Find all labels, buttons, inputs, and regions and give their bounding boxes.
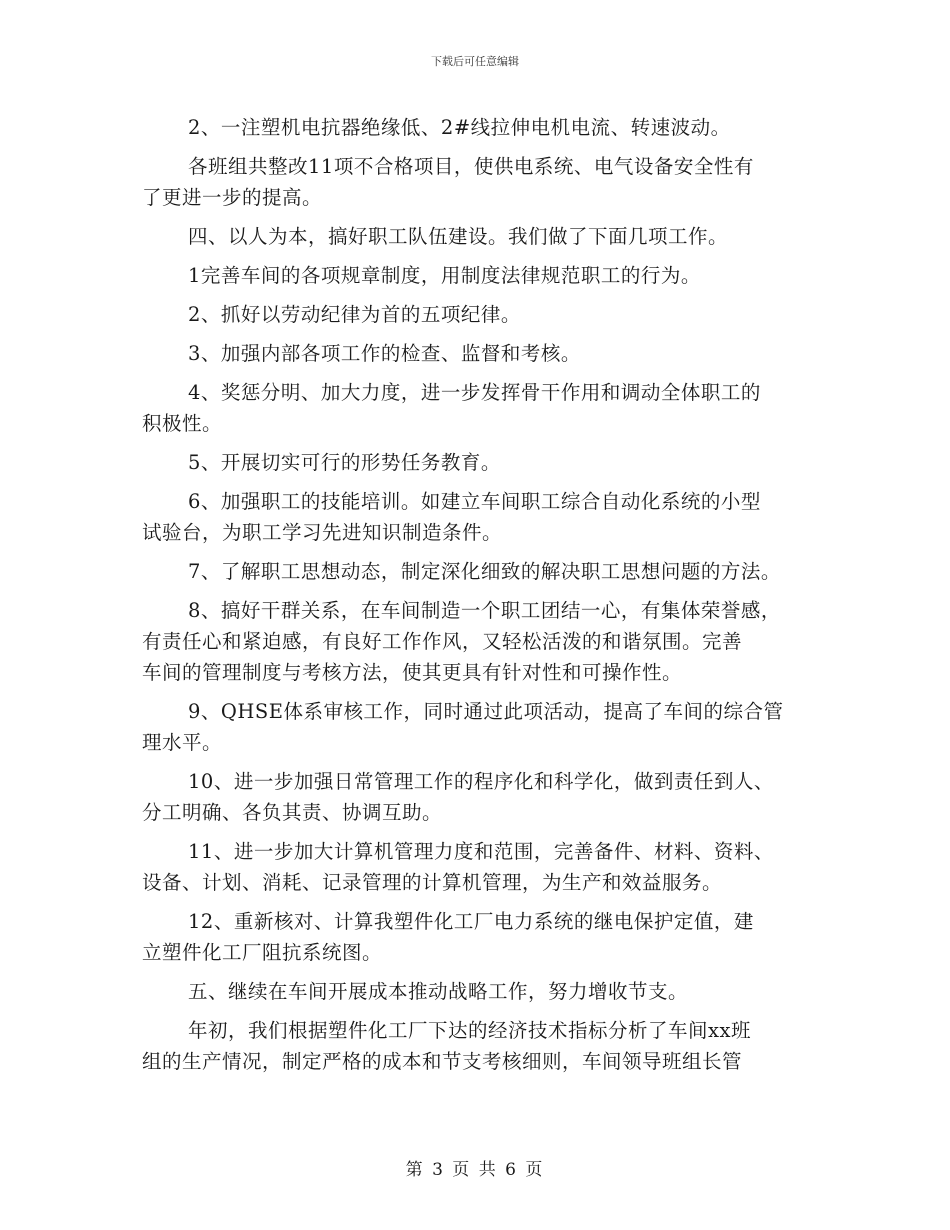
paragraph-line: 立塑件化工厂阻抗系统图。: [142, 941, 383, 964]
paragraph-line: 2、抓好以劳动纪律为首的五项纪律。: [188, 303, 521, 326]
paragraph: [142, 1015, 822, 1077]
paragraph: [142, 299, 822, 330]
paragraph: [142, 696, 822, 758]
paragraph: [142, 260, 822, 291]
paragraph: [142, 221, 822, 252]
paragraph-line: 8、搞好干群关系，在车间制造一个职工团结一心，有集体荣誉感，: [188, 599, 781, 622]
paragraph-line: 组的生产情况，制定严格的成本和节支考核细则，车间领导班组长管: [142, 1050, 743, 1073]
paragraph-line: 四、以人为本，搞好职工队伍建设。我们做了下面几项工作。: [188, 225, 729, 248]
paragraph-line: 理水平。: [142, 731, 223, 754]
paragraph: [142, 906, 822, 968]
paragraph-line: 4、奖惩分明、加大力度，进一步发挥骨干作用和调动全体职工的: [188, 381, 761, 404]
paragraph-line: 5、开展切实可行的形势任务教育。: [188, 451, 501, 474]
paragraph: [142, 338, 822, 369]
page-footer: 第 3 页 共 6 页: [405, 1160, 545, 1180]
paragraph: [142, 976, 822, 1007]
document-body: [142, 112, 822, 1085]
paragraph-line: 12、重新核对、计算我塑件化工厂电力系统的继电保护定值，建: [188, 910, 754, 933]
paragraph-line: 车间的管理制度与考核方法，使其更具有针对性和可操作性。: [142, 661, 683, 684]
paragraph: [142, 595, 822, 688]
paragraph: [142, 556, 822, 587]
paragraph-line: 3、加强内部各项工作的检查、监督和考核。: [188, 342, 581, 365]
paragraph: [142, 377, 822, 439]
paragraph-line: 了更进一步的提高。: [142, 186, 323, 209]
paragraph-line: 五、继续在车间开展成本推动战略工作，努力增收节支。: [188, 980, 689, 1003]
paragraph-line: 设备、计划、消耗、记录管理的计算机管理，为生产和效益服务。: [142, 871, 723, 894]
paragraph-line: 有责任心和紧迫感，有良好工作作风，又轻松活泼的和谐氛围。完善: [142, 630, 743, 653]
paragraph-line: 7、了解职工思想动态，制定深化细致的解决职工思想问题的方法。: [188, 560, 781, 583]
paragraph: [142, 447, 822, 478]
paragraph-line: 年初，我们根据塑件化工厂下达的经济技术指标分析了车间xx班: [188, 1019, 751, 1042]
paragraph-line: 2、一注塑机电抗器绝缘低、2#线拉伸电机电流、转速波动。: [188, 116, 731, 139]
page-header: 下载后可任意编辑: [431, 55, 519, 68]
paragraph-line: 11、进一步加大计算机管理力度和范围，完善备件、材料、资料、: [188, 840, 774, 863]
paragraph: [142, 836, 822, 898]
paragraph-line: 1完善车间的各项规章制度，用制度法律规范职工的行为。: [188, 264, 701, 287]
paragraph-line: 分工明确、各负其责、协调互助。: [142, 801, 443, 824]
paragraph: [142, 766, 822, 828]
paragraph-line: 积极性。: [142, 412, 223, 435]
paragraph-line: 6、加强职工的技能培训。如建立车间职工综合自动化系统的小型: [188, 490, 761, 513]
paragraph: [142, 486, 822, 548]
paragraph-line: 9、QHSE体系审核工作，同时通过此项活动，提高了车间的综合管: [188, 700, 784, 723]
paragraph: [142, 112, 822, 143]
paragraph-line: 各班组共整改11项不合格项目，使供电系统、电气设备安全性有: [188, 155, 754, 178]
paragraph-line: 10、进一步加强日常管理工作的程序化和科学化，做到责任到人、: [188, 770, 774, 793]
paragraph: [142, 151, 822, 213]
paragraph-line: 试验台，为职工学习先进知识制造条件。: [142, 521, 503, 544]
